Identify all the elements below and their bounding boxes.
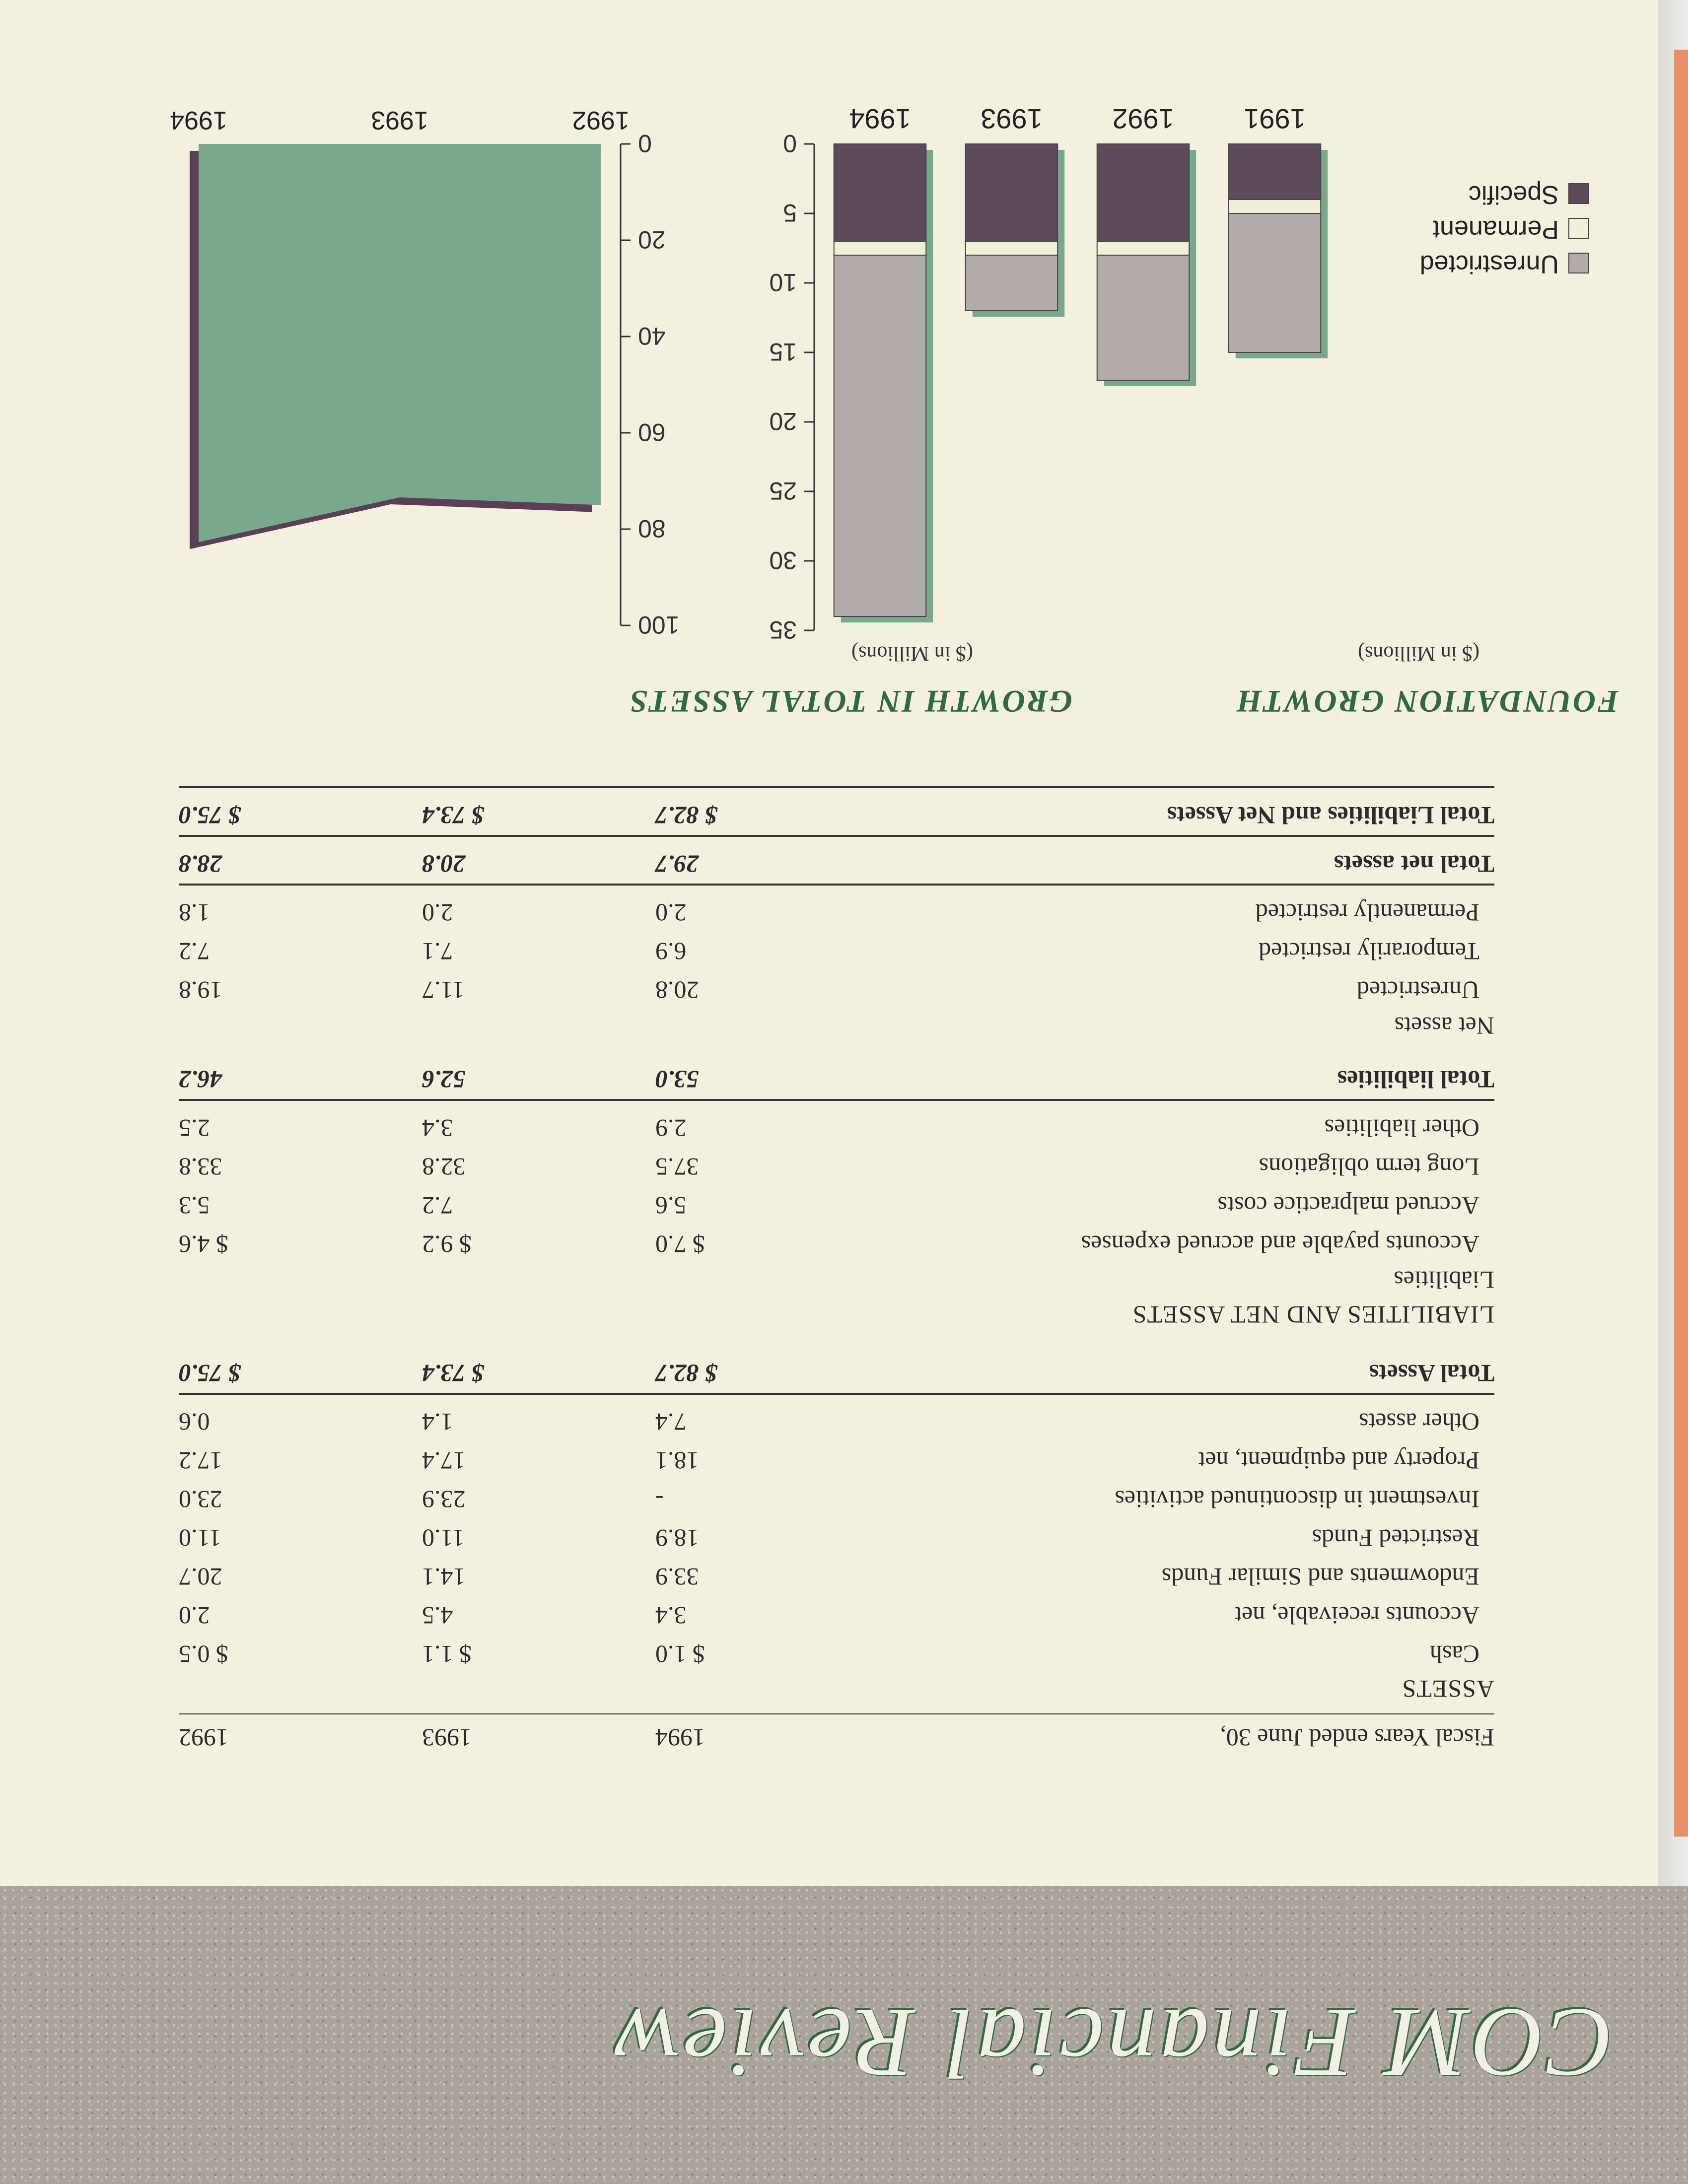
y-tick-label: 0 (783, 130, 797, 157)
cell-1994: - (655, 1486, 664, 1513)
bar-specific (834, 144, 926, 241)
row-label: Investment in discontinued activities (1115, 1486, 1479, 1513)
cell-1994: 37.5 (655, 1153, 699, 1181)
total-net-assets-row (179, 840, 1494, 879)
table-row (179, 927, 1494, 966)
cell-1992: 28.8 (179, 850, 222, 878)
legend-label-permanent: Permanent (1432, 215, 1559, 244)
cell-1994: 20.8 (655, 976, 699, 1004)
financial-table (179, 781, 1494, 1752)
cell-1993: 20.8 (422, 850, 466, 878)
bar-unrestricted (966, 255, 1058, 311)
y-tick-label: 80 (638, 515, 666, 543)
cell-1993: 3.4 (422, 1114, 453, 1142)
table-row (179, 1514, 1494, 1553)
y-tick-label: 0 (638, 130, 652, 157)
row-label: Total net assets (1334, 850, 1494, 878)
bar-specific (1229, 144, 1321, 200)
table-row (179, 1475, 1494, 1514)
divider (179, 1099, 1494, 1101)
table-row (179, 1436, 1494, 1475)
cell-1992: 20.7 (179, 1563, 222, 1591)
bar-unrestricted (834, 255, 926, 616)
cell-1994: $ 1.0 (655, 1640, 705, 1668)
bar-specific (1097, 144, 1190, 241)
year-col-1993: 1993 (422, 1724, 472, 1752)
cell-1994: $ 82.7 (655, 802, 717, 829)
orange-edge-tab (1674, 50, 1688, 1837)
table-row (179, 1630, 1494, 1669)
divider (179, 786, 1494, 788)
x-tick-label: 1992 (572, 106, 630, 135)
cell-1994: 7.4 (655, 1408, 687, 1436)
growth-chart-subtitle: ($ in Millions) (851, 642, 973, 665)
cell-1993: $ 1.1 (422, 1640, 472, 1668)
bar-permanent (834, 241, 926, 255)
table-row (179, 1553, 1494, 1591)
cell-1992: 1.8 (179, 899, 210, 927)
row-label: Accounts receivable, net (1235, 1602, 1479, 1630)
table-row (179, 1591, 1494, 1630)
row-label: Long term obligations (1259, 1153, 1479, 1181)
cell-1992: 17.2 (179, 1447, 222, 1475)
cell-1992: $ 75.0 (179, 1360, 241, 1387)
x-tick-label: 1991 (1244, 103, 1306, 135)
cell-1994: 2.0 (655, 899, 687, 927)
cell-1993: 7.1 (422, 938, 453, 965)
cell-1993: $ 73.4 (422, 1360, 484, 1387)
bar-unrestricted (1097, 255, 1190, 380)
cell-1994: 3.4 (655, 1602, 687, 1630)
bar-unrestricted (1229, 213, 1321, 352)
bar-permanent (1097, 241, 1190, 255)
assets-heading: ASSETS (1402, 1675, 1494, 1703)
cell-1992: 2.5 (179, 1114, 210, 1142)
cell-1993: 11.0 (422, 1524, 465, 1552)
row-label: Permanently restricted (1255, 899, 1479, 927)
cell-1993: $ 9.2 (422, 1230, 472, 1258)
foundation-chart-title: FOUNDATION GROWTH (1235, 684, 1618, 719)
area-series (199, 144, 601, 542)
total-liabilities-row (179, 1055, 1494, 1094)
year-col-1994: 1994 (655, 1724, 705, 1752)
cell-1994: 6.9 (655, 938, 687, 965)
y-tick-label: 40 (638, 322, 666, 350)
divider (179, 835, 1494, 837)
y-tick-label: 30 (769, 546, 797, 574)
y-tick-label: 100 (638, 611, 680, 639)
row-label: Accounts payable and accrued expenses (1081, 1230, 1479, 1258)
x-tick-label: 1994 (170, 106, 227, 135)
row-label: Temporarily restricted (1259, 938, 1479, 965)
cell-1992: $ 75.0 (179, 802, 241, 829)
row-label: Accrued malpractice costs (1217, 1192, 1479, 1220)
y-tick-label: 60 (638, 418, 666, 446)
cell-1994: 29.7 (655, 850, 699, 878)
legend-swatch-unrestricted (1569, 253, 1589, 273)
cell-1994: $ 82.7 (655, 1360, 717, 1387)
cell-1994: 18.9 (655, 1524, 699, 1552)
table-row (179, 1181, 1494, 1220)
legend-swatch-specific (1569, 184, 1589, 204)
cell-1993: 23.9 (422, 1486, 466, 1513)
growth-chart (74, 106, 695, 655)
table-header (179, 1717, 1494, 1752)
row-label: Total Liabilities and Net Assets (1167, 802, 1494, 829)
table-row (179, 966, 1494, 1005)
page-title: COM Financial Review (611, 1988, 1614, 2098)
table-row (179, 888, 1494, 927)
cell-1994: 18.1 (655, 1447, 699, 1475)
total-liabilities-net-assets-row (179, 791, 1494, 830)
legend-swatch-permanent (1569, 218, 1589, 238)
row-label: Total liabilities (1337, 1066, 1494, 1093)
legend-label-specific: Specific (1468, 180, 1559, 209)
bar-permanent (966, 241, 1058, 255)
cell-1992: $ 4.6 (179, 1230, 228, 1258)
cell-1994: 33.9 (655, 1563, 699, 1591)
row-label: Endowments and Similar Funds (1161, 1563, 1479, 1591)
legend-label-unrestricted: Unrestricted (1419, 250, 1559, 278)
cell-1993: 1.4 (422, 1408, 453, 1436)
row-label: Property and equipment, net (1198, 1447, 1479, 1475)
bar-specific (966, 144, 1058, 241)
row-label: Other assets (1359, 1408, 1479, 1436)
x-tick-label: 1993 (371, 106, 428, 135)
table-row (179, 1220, 1494, 1259)
y-tick-label: 15 (769, 338, 797, 366)
liabilities-subheading: Liabilities (1394, 1266, 1494, 1294)
cell-1992: 46.2 (179, 1066, 222, 1093)
foundation-chart (769, 103, 1648, 655)
x-tick-label: 1993 (981, 103, 1043, 135)
row-label: Restricted Funds (1312, 1524, 1479, 1552)
y-tick-label: 20 (638, 226, 666, 254)
x-tick-label: 1992 (1112, 103, 1174, 135)
table-row (179, 1143, 1494, 1181)
net-assets-subheading: Net assets (1394, 1012, 1494, 1040)
cell-1992: 0.6 (179, 1408, 210, 1436)
total-assets-row (179, 1349, 1494, 1388)
row-label: Other liabilities (1324, 1114, 1479, 1142)
cell-1993: $ 73.4 (422, 802, 484, 829)
table-row (179, 1104, 1494, 1143)
cell-1993: 4.5 (422, 1602, 453, 1630)
row-label: Total Assets (1369, 1360, 1494, 1387)
cell-1992: 11.0 (179, 1524, 221, 1552)
divider (179, 1713, 1494, 1714)
cell-1993: 14.1 (422, 1563, 466, 1591)
y-tick-label: 25 (769, 477, 797, 505)
cell-1992: 2.0 (179, 1602, 210, 1630)
y-tick-label: 5 (783, 199, 797, 227)
cell-1993: 2.0 (422, 899, 453, 927)
cell-1992: 5.3 (179, 1192, 210, 1220)
y-tick-label: 20 (769, 408, 797, 435)
title-banner (0, 1886, 1688, 2184)
cell-1994: 2.9 (655, 1114, 687, 1142)
cell-1993: 52.6 (422, 1066, 466, 1093)
x-tick-label: 1994 (849, 103, 911, 135)
header-label: Fiscal Years ended June 30, (1220, 1724, 1494, 1752)
cell-1994: 5.6 (655, 1192, 687, 1220)
growth-chart-title: GROWTH IN TOTAL ASSETS (628, 684, 1072, 719)
table-row (179, 1398, 1494, 1436)
row-label: Cash (1430, 1640, 1479, 1668)
y-tick-label: 35 (769, 616, 797, 644)
cell-1992: $ 0.5 (179, 1640, 228, 1668)
y-tick-label: 10 (769, 269, 797, 296)
year-col-1992: 1992 (179, 1724, 228, 1752)
cell-1994: 53.0 (655, 1066, 699, 1093)
cell-1992: 19.8 (179, 976, 222, 1004)
cell-1993: 11.7 (422, 976, 465, 1004)
cell-1992: 23.0 (179, 1486, 222, 1513)
cell-1992: 7.2 (179, 938, 210, 965)
cell-1992: 33.8 (179, 1153, 222, 1181)
liabilities-heading: LIABILITIES AND NET ASSETS (1132, 1301, 1494, 1329)
foundation-chart-subtitle: ($ in Millions) (1357, 642, 1479, 665)
row-label: Unrestricted (1356, 976, 1479, 1004)
cell-1993: 17.4 (422, 1447, 466, 1475)
divider (179, 884, 1494, 886)
cell-1993: 7.2 (422, 1192, 453, 1220)
divider (179, 1393, 1494, 1395)
cell-1993: 32.8 (422, 1153, 466, 1181)
cell-1994: $ 7.0 (655, 1230, 705, 1258)
bar-permanent (1229, 200, 1321, 213)
